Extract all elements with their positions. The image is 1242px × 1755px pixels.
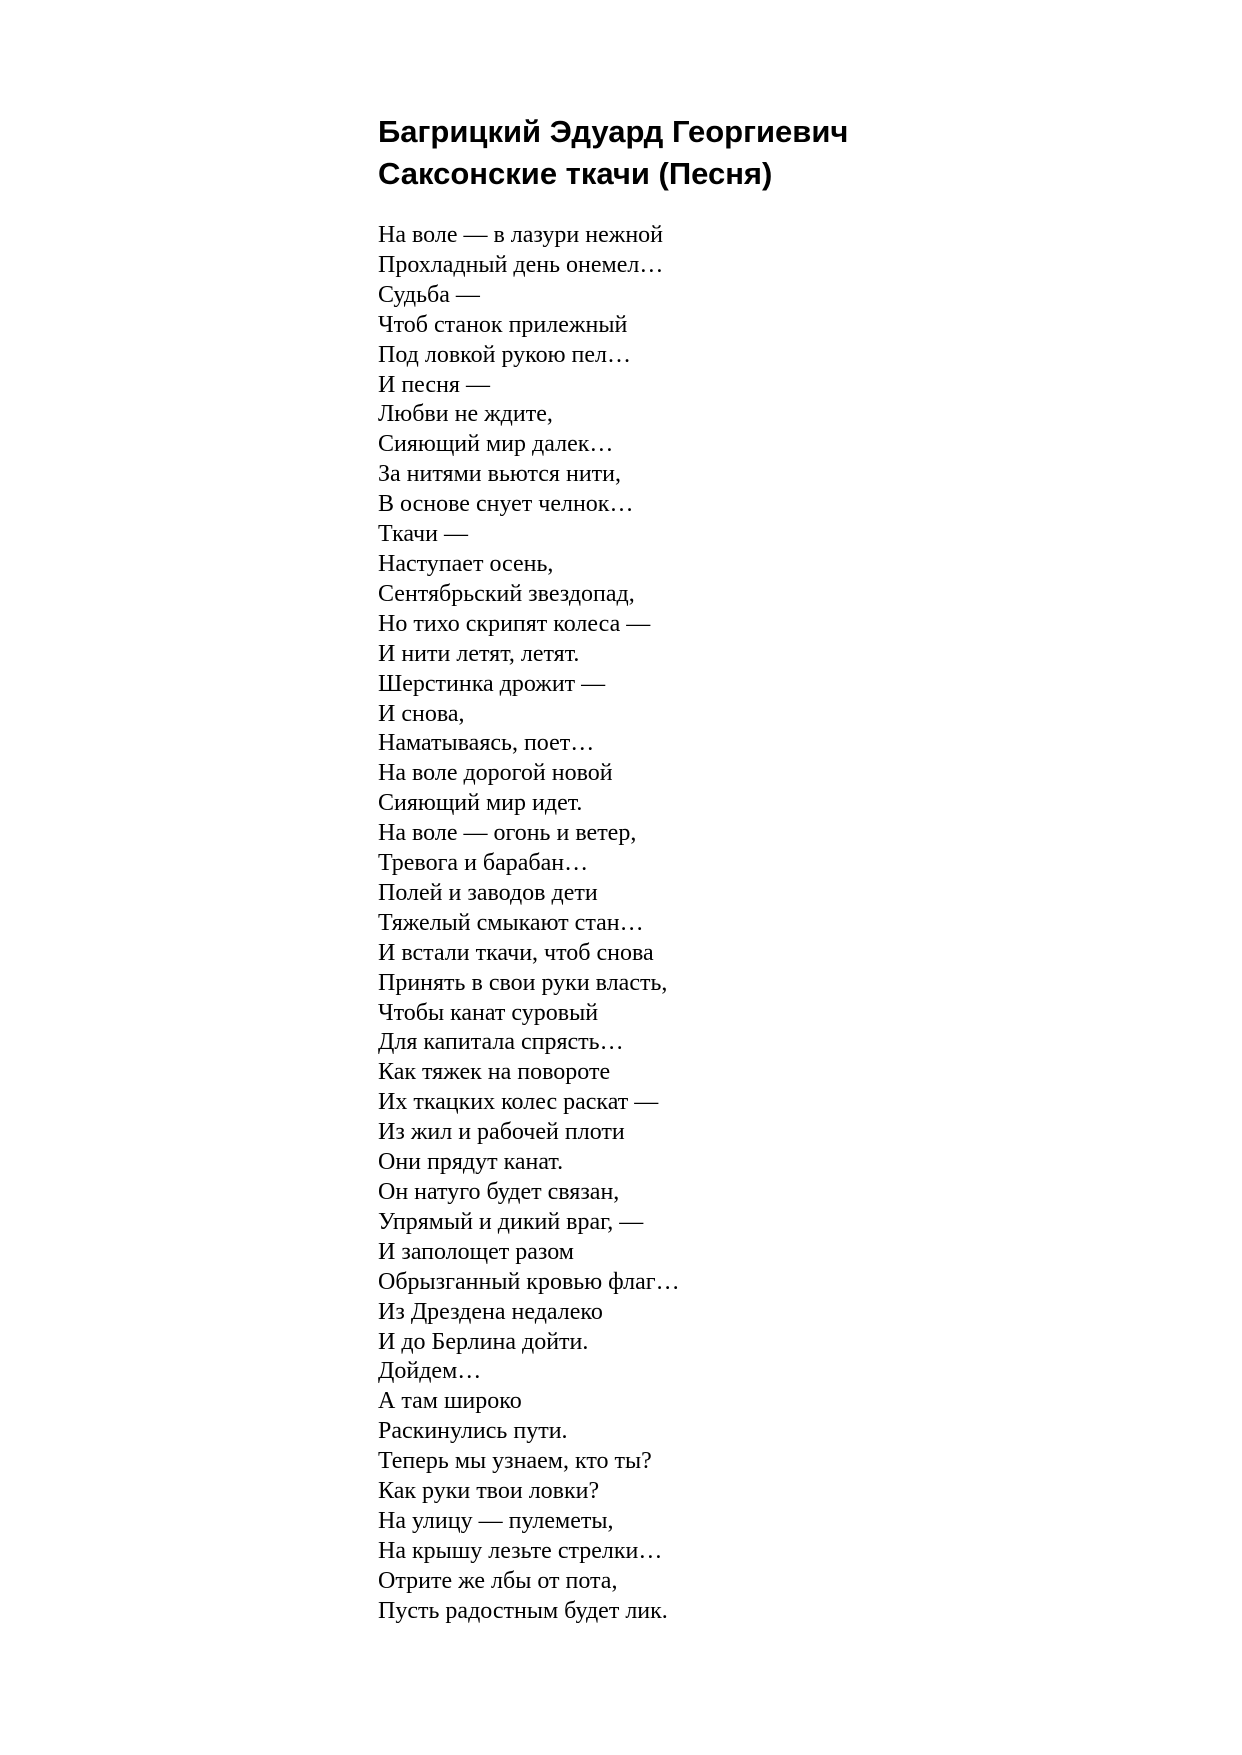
poem-line: Ткачи —: [378, 521, 468, 548]
poem-line: В основе снует челнок…: [378, 491, 634, 518]
poem-line: Шерстинка дрожит —: [378, 670, 606, 697]
poem-line: Чтоб станок прилежный: [378, 311, 628, 338]
poem-line: Сентябрьский звездопад,: [378, 580, 635, 607]
poem-line: Отрите же лбы от пота,: [378, 1567, 618, 1594]
poem-line: Сияющий мир далек…: [378, 431, 614, 458]
poem-line: И встали ткачи, чтоб снова: [378, 939, 654, 966]
document-header: [378, 111, 848, 195]
poem-line: Но тихо скрипят колеса —: [378, 610, 651, 637]
poem-line: Дойдем…: [378, 1358, 482, 1385]
poem-line: Под ловкой рукою пел…: [378, 341, 631, 368]
author-name: Багрицкий Эдуард Георгиевич: [378, 114, 849, 149]
poem-line: На воле — в лазури нежной: [378, 222, 664, 248]
poem-line: Для капитала спрясть…: [378, 1029, 624, 1056]
poem-title: Саксонские ткачи (Песня): [378, 156, 773, 191]
poem-line: И песня —: [378, 371, 490, 398]
poem-line: А там широко: [378, 1388, 522, 1415]
poem-line: Принять в свои руки власть,: [378, 969, 668, 996]
poem-line: Как тяжек на повороте: [378, 1059, 611, 1086]
poem-line: Тревога и барабан…: [378, 850, 589, 877]
poem-line: Полей и заводов дети: [378, 879, 598, 906]
poem-line: Их ткацких колес раскат —: [378, 1089, 659, 1116]
poem-line: Из Дрездена недалеко: [378, 1298, 603, 1325]
poem-line: Из жил и рабочей плоти: [378, 1119, 625, 1146]
poem-line: Раскинулись пути.: [378, 1418, 568, 1445]
poem-line: И заполощет разом: [378, 1238, 574, 1265]
poem-line: И снова,: [378, 700, 465, 727]
poem-line: На воле дорогой новой: [378, 760, 613, 787]
poem-line: Они прядут канат.: [378, 1149, 564, 1176]
poem-line: Он натуго будет связан,: [378, 1179, 620, 1205]
poem-line: Теперь мы узнаем, кто ты?: [378, 1448, 652, 1475]
poem-line: Как руки твои ловки?: [378, 1478, 600, 1505]
poem-line: На крышу лезьте стрелки…: [378, 1537, 663, 1564]
poem-line: За нитями вьются нити,: [378, 461, 621, 488]
poem-line: Наматываясь, поет…: [378, 730, 595, 757]
poem-line: И нити летят, летят.: [378, 640, 580, 667]
poem-line: И до Берлина дойти.: [378, 1328, 589, 1355]
poem-line: На воле — огонь и ветер,: [378, 820, 637, 847]
poem-line: Наступает осень,: [378, 550, 554, 577]
poem-line: Судьба —: [378, 281, 480, 308]
poem-line: Упрямый и дикий враг, —: [378, 1208, 644, 1235]
poem-line: На улицу — пулеметы,: [378, 1507, 614, 1534]
poem-line: Прохладный день онемел…: [378, 251, 664, 278]
poem-line: Пусть радостным будет лик.: [378, 1597, 668, 1624]
poem-body: [378, 221, 680, 1627]
poem-line: Обрызганный кровью флаг…: [378, 1268, 680, 1295]
poem-line: Чтобы канат суровый: [378, 999, 599, 1026]
poem-line: Любви не ждите,: [378, 401, 553, 428]
poem-line: Тяжелый смыкают стан…: [378, 909, 644, 936]
poem-line: Сияющий мир идет.: [378, 790, 583, 817]
